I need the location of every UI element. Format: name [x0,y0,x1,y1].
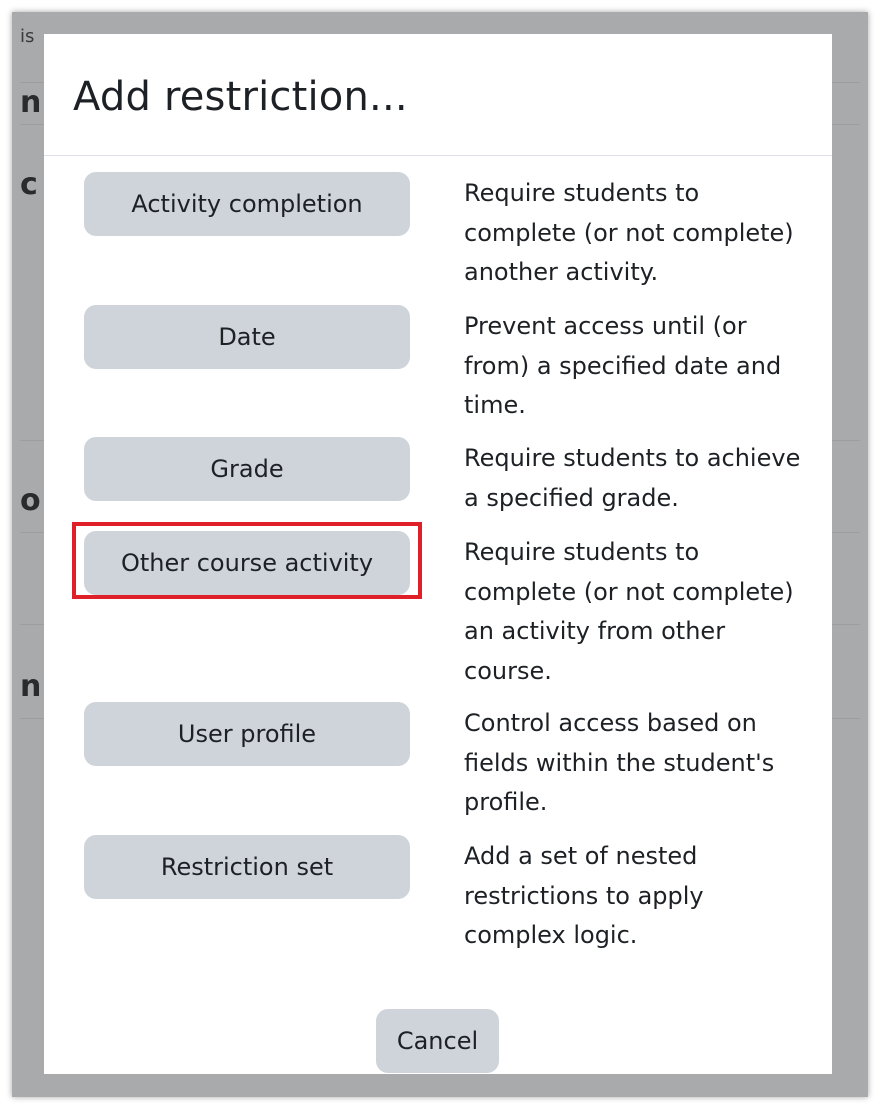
background-glyph: n [20,85,42,120]
grade-button[interactable]: Grade [84,437,410,501]
restriction-set-description: Add a set of nested restrictions to apply complex logic. [464,842,704,949]
background-text-fragment: is [20,26,35,47]
dialog-header [44,34,832,156]
highlight-annotation-box [72,522,422,599]
date-description: Prevent access until (or from) a specified date and time. [464,312,782,419]
date-button[interactable]: Date [84,305,410,369]
cancel-button[interactable]: Cancel [376,1009,499,1073]
user-profile-button[interactable]: User profile [84,702,410,766]
dialog-title: Add restriction... [73,74,408,120]
background-glyph: c [20,167,38,202]
activity-completion-description: Require students to complete (or not complete) another activity. [464,179,794,286]
restriction-set-button[interactable]: Restriction set [84,835,410,899]
background-glyph: o [20,483,41,518]
add-restriction-dialog [44,34,832,1074]
activity-completion-button[interactable]: Activity completion [84,172,410,236]
user-profile-description: Control access based on fields within the student's profile. [464,709,775,816]
background-glyph: n [20,669,42,704]
screenshot-frame [12,12,868,1097]
other-course-activity-description: Require students to complete (or not complete) an activity from other course. [464,538,794,685]
grade-description: Require students to achieve a specified grade. [464,444,801,512]
other-course-activity-button[interactable]: Other course activity [84,531,410,595]
